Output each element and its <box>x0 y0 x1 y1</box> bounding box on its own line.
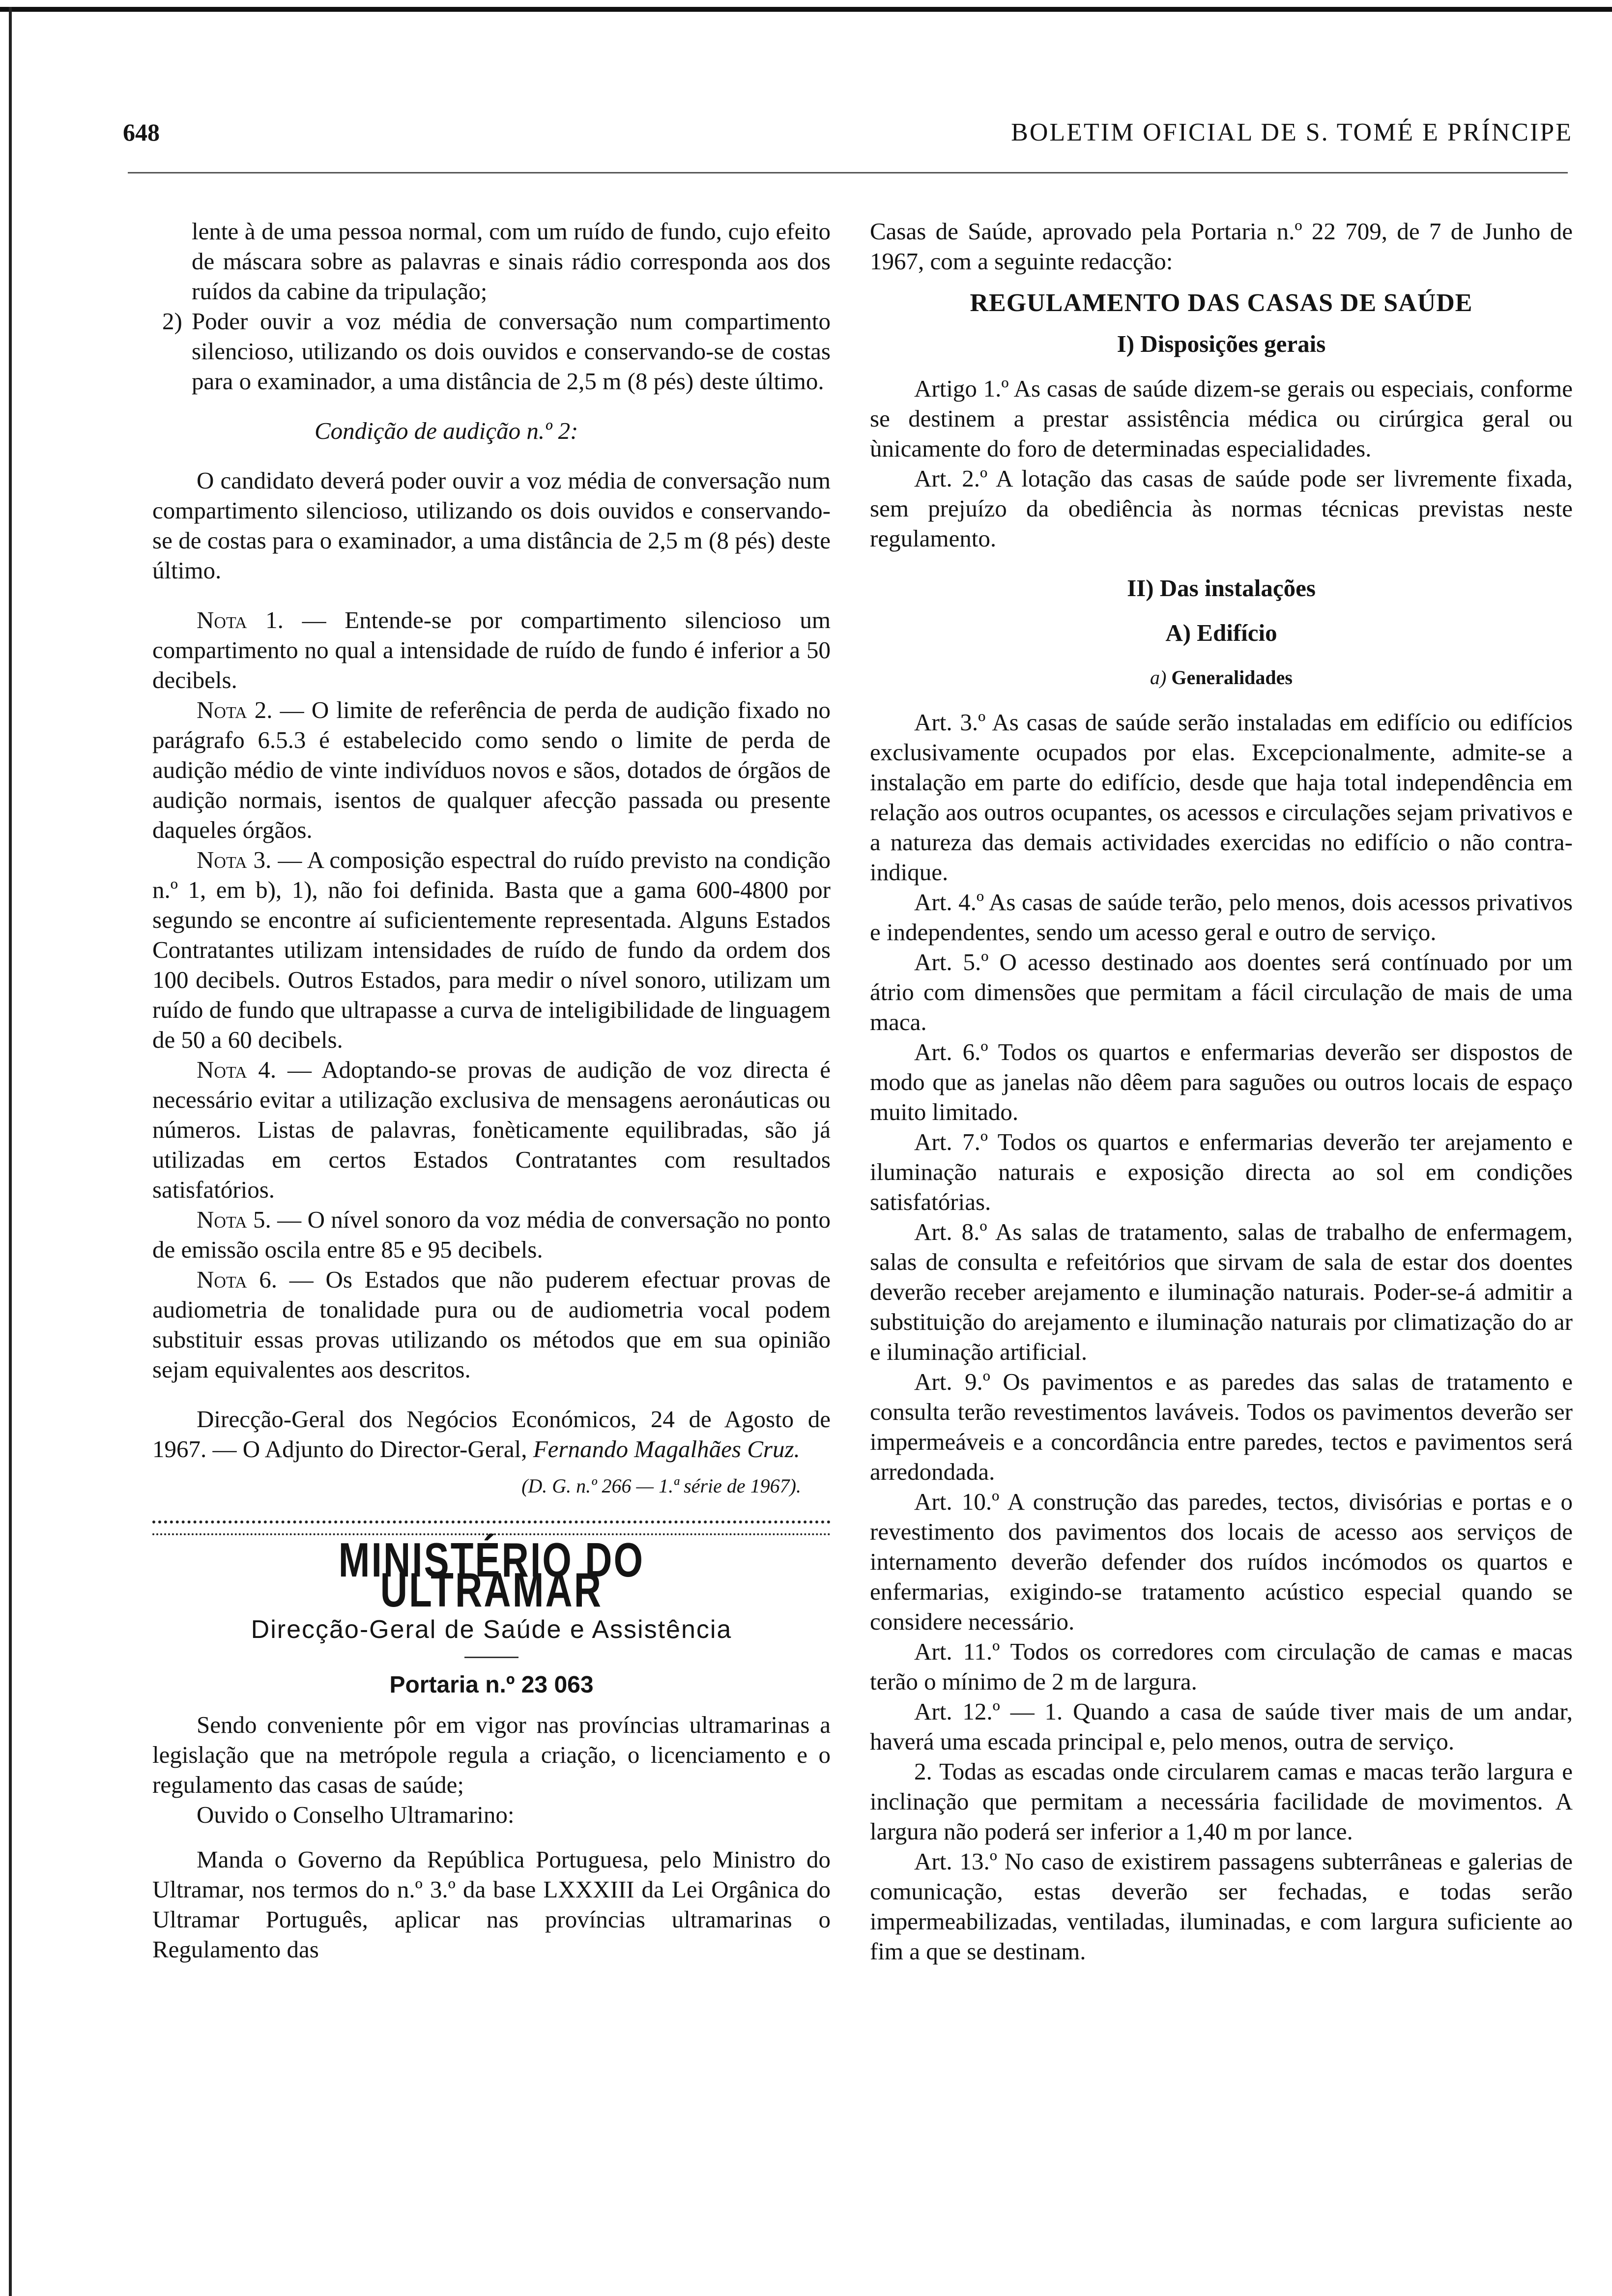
list-item-2-number: 2) <box>162 308 182 335</box>
note-text: — Entende-se por compartimento silencioso um compartimento no qual a intensidade de ruído de fundo é inferior a 50 decibels. <box>152 606 831 693</box>
article-13: Art. 13.º No caso de existirem passagens subterrâneas e galerias de comunicação, estas deverão ser fechadas, e todas serão impermeabilizadas, ventiladas, iluminadas, e com largura suficiente ao fim a que se destinam. <box>870 1848 1573 1965</box>
condition-paragraph: O candidato deverá poder ouvir a voz média de conversação num compartimento silencioso, utilizando os dois ouvidos e conservando-se de costas para o examinador, a uma distância de 2,5 m (8 pés) deste último. <box>152 467 831 584</box>
left-column <box>152 216 831 1964</box>
ouvido-paragraph: Ouvido o Conselho Ultramarino: <box>197 1801 515 1828</box>
note-2 <box>152 695 831 845</box>
article-11: Art. 11.º Todos os corredores com circulação de camas e macas terão o mínimo de 2 m de largura. <box>870 1638 1573 1695</box>
note-5 <box>152 1205 831 1264</box>
ministry-heading: MINISTÉRIO DO ULTRAMAR <box>338 1533 645 1617</box>
page-header <box>123 118 1573 157</box>
note-label: Nota 5. <box>197 1206 271 1233</box>
article-3: Art. 3.º As casas de saúde serão instaladas em edifício ou edifícios exclusivamente ocupados por elas. Excepcionalmente, admite-se a instalação em parte do edifício, desde que haja total independência em relação aos outros ocupantes, os acessos e circulações sejam privativos e a natureza das demais actividades exercidas no edifício o não contra-indique. <box>870 709 1573 886</box>
subsection-heading-generalidades <box>870 662 1573 692</box>
list-item-1-continuation: lente à de uma pessoa normal, com um ruído de fundo, cujo efeito de máscara sobre as palavras e sinais rádio corresponda aos dos ruídos da cabine da tripulação; <box>192 218 831 305</box>
subsection-heading-a: A) Edifício <box>1165 619 1277 646</box>
intro-paragraph: Sendo conveniente pôr em vigor nas províncias ultramarinas a legislação que na metrópole regula a criação, o licenciamento e o regulamento das casas de saúde; <box>152 1711 831 1798</box>
signature-block <box>152 1404 831 1464</box>
article-12: Art. 12.º — 1. Quando a casa de saúde tiver mais de um andar, haverá uma escada principal e, pelo menos, outra de serviço. <box>870 1698 1573 1755</box>
article-7: Art. 7.º Todos os quartos e enfermarias deverão ter arejamento e iluminação naturais e exposição directa ao sol em condições satisfatórias. <box>870 1128 1573 1215</box>
note-1 <box>152 605 831 695</box>
article-12-paragraph-2: 2. Todas as escadas onde circularem camas e macas terão largura e inclinação que permitam a necessária facilidade de movimentos. A largura não poderá ser inferior a 1,40 m por lance. <box>870 1758 1573 1845</box>
article-2: Art. 2.º A lotação das casas de saúde pode ser livremente fixada, sem prejuízo da obediência às normas técnicas previstas neste regulamento. <box>870 465 1573 552</box>
note-text: — A composição espectral do ruído previsto na condição n.º 1, em b), 1), não foi definida. Basta que a gama 600-4800 por segundo se encontre aí suficientemente representada. Alguns Estados Contratantes utilizam intensidades de ruído de fundo da ordem dos 100 decibels. Outros Estados, para medir o nível sonoro, utilizam um ruído de fundo que ultrapasse a curva de inteligibilidade de linguagem de 50 a 60 decibels. <box>152 846 831 1053</box>
manda-paragraph: Manda o Governo da República Portuguesa, pelo Ministro do Ultramar, nos termos do n.º 3.º da base LXXXIII da Lei Orgânica do Ultramar Português, aplicar nas províncias ultramarinas o Regulamento das <box>152 1846 831 1963</box>
continuation-paragraph: Casas de Saúde, aprovado pela Portaria n.º 22 709, de 7 de Junho de 1967, com a seguinte redacção: <box>870 218 1573 275</box>
article-4: Art. 4.º As casas de saúde terão, pelo menos, dois acessos privativos e independentes, sendo um acesso geral e outro de serviço. <box>870 889 1573 946</box>
header-rule <box>128 172 1568 173</box>
section-heading-1: I) Disposições gerais <box>1117 330 1326 357</box>
article-10: Art. 10.º A construção das paredes, tectos, divisórias e portas e o revestimento dos pavimentos dos locais de acesso aos serviços de internamento deverão defender dos ruídos incómodos os quartos e enfermarias, exigindo-se tratamento acústico especial quando se considere necessário. <box>870 1488 1573 1635</box>
section-heading-2: II) Das instalações <box>1127 574 1316 602</box>
note-text: — O limite de referência de perda de audição fixado no parágrafo 6.5.3 é estabelecido como sendo o limite de perda de audição médio de vinte indivíduos novos e sãos, dotados de órgãos de audição normais, isentos de qualquer afecção passada ou presente daqueles órgãos. <box>152 696 831 843</box>
note-label: Nota 1. <box>197 606 284 633</box>
running-title: BOLETIM OFICIAL DE S. TOMÉ E PRÍNCIPE <box>1011 118 1573 146</box>
note-label: Nota 3. <box>197 846 272 873</box>
sub-a-text: Generalidades <box>1171 666 1293 689</box>
condition-heading: Condição de audição n.º 2: <box>315 417 578 444</box>
article-8: Art. 8.º As salas de tratamento, salas de trabalho de enfermagem, salas de consulta e refeitórios que sirvam de sala de estar dos doentes deverão receber arejamento e iluminação naturais. Poder-se-á admitir a substituição do arejamento e iluminação naturais por climatização do ar e iluminação artificial. <box>870 1218 1573 1365</box>
note-3 <box>152 845 831 1055</box>
article-5: Art. 5.º O acesso destinado aos doentes será contínuado por um átrio com dimensões que permitam a fácil circulação de mais de uma maca. <box>870 948 1573 1035</box>
note-text: — Os Estados que não puderem efectuar provas de audiometria de tonalidade pura ou de audiometria vocal podem substituir essas provas utilizando os métodos que em sua opinião sejam equivalentes aos descritos. <box>152 1266 831 1383</box>
list-item-2 <box>152 306 831 396</box>
page-number: 648 <box>123 118 160 146</box>
top-border <box>0 7 1612 12</box>
article-6: Art. 6.º Todos os quartos e enfermarias deverão ser dispostos de modo que as janelas não dêem para saguões ou outros locais de espaço muito limitado. <box>870 1038 1573 1125</box>
dg-reference: (D. G. n.º 266 — 1.ª série de 1967). <box>521 1475 801 1497</box>
note-text: — O nível sonoro da voz média de conversação no ponto de emissão oscila entre 85 e 95 decibels. <box>152 1206 831 1263</box>
article-9: Art. 9.º Os pavimentos e as paredes das salas de tratamento e consulta terão revestimentos laváveis. Todos os pavimentos deverão ser impermeáveis e a concordância entre paredes, tectos e pavimentos será arredondada. <box>870 1368 1573 1485</box>
sub-a-label: a) <box>1150 666 1167 689</box>
left-border <box>9 7 12 2296</box>
article-1: Artigo 1.º As casas de saúde dizem-se gerais ou especiais, conforme se destinem a prestar assistência médica ou cirúrgica geral ou ùnicamente do foro de determinadas especialidades. <box>870 375 1573 462</box>
signature-text: Direcção-Geral dos Negócios Económicos, 24 de Agosto de 1967. — O Adjunto do Director-Geral, <box>152 1406 831 1463</box>
note-label: Nota 6. <box>197 1266 278 1293</box>
right-column <box>870 216 1573 1966</box>
signature-name: Fernando Magalhães Cruz. <box>533 1435 800 1463</box>
note-label: Nota 4. <box>197 1056 277 1083</box>
note-4 <box>152 1055 831 1205</box>
direccao-heading: Direcção-Geral de Saúde e Assistência <box>251 1615 732 1644</box>
short-rule <box>464 1657 518 1658</box>
note-6 <box>152 1264 831 1384</box>
portaria-heading: Portaria n.º 23 063 <box>389 1672 594 1698</box>
list-item-2-text: Poder ouvir a voz média de conversação num compartimento silencioso, utilizando os dois ouvidos e conservando-se de costas para o examinador, a uma distância de 2,5 m (8 pés) deste último. <box>192 308 831 395</box>
regulation-title: REGULAMENTO DAS CASAS DE SAÚDE <box>970 289 1473 317</box>
note-label: Nota 2. <box>197 696 273 723</box>
note-text: — Adoptando-se provas de audição de voz directa é necessário evitar a utilização exclusiva de mensagens aeronáuticas ou números. Listas de palavras, fonèticamente equilibradas, são já utilizadas em certos Estados Contratantes com resultados satisfatórios. <box>152 1056 831 1203</box>
